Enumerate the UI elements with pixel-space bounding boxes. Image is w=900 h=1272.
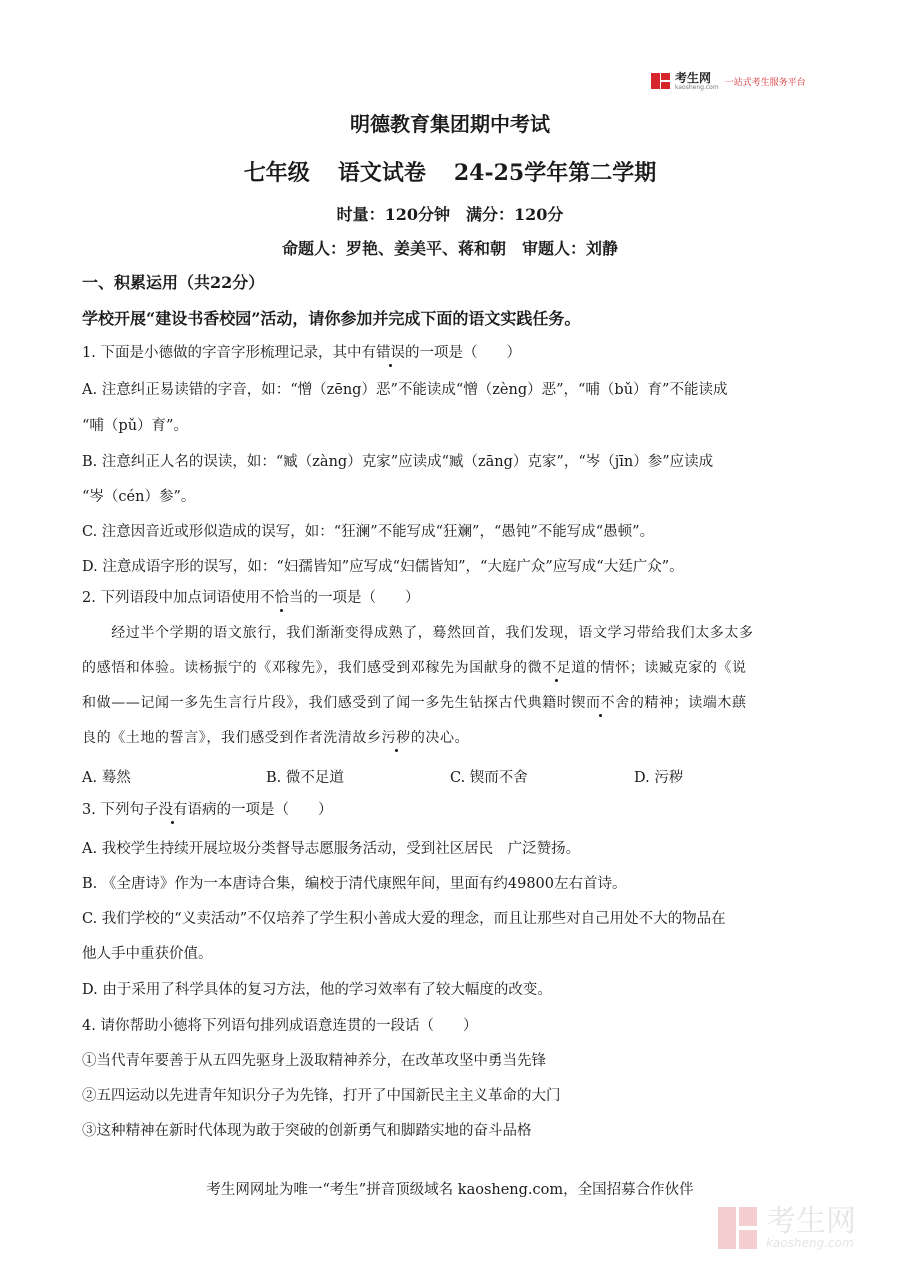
q2-option-d: D. 污秽 <box>634 770 684 786</box>
q2-passage-line4: 良的《土地的誓言》，我们感受到作者洗清故乡污秽的决心。 <box>82 730 470 746</box>
q2-emphasis: 不恰当 <box>259 590 304 606</box>
paper-title <box>0 156 900 187</box>
q1-option-a-line1: A. 注意纠正易读错的字音，如：“憎（zēng）恶”不能读成“憎（zèng）恶”，“哺（bǔ）育”不能读成 <box>82 382 728 398</box>
q1-option-d: D. 注意成语字形的误写，如：“妇孺皆知”应写成“妇儒皆知”，“大庭广众”应写成“大廷广众”。 <box>82 559 684 575</box>
q4-stem: 4. 请你帮助小德将下列语句排列成语意连贯的一段话（ ） <box>82 1018 478 1034</box>
q2-passage-line2: 的感悟和体验。读杨振宁的《邓稼先》，我们感受到邓稼先为国献身的微不足道的情怀；读臧克家的《说 <box>82 660 747 676</box>
section-intro: 学校开展“建设书香校园”活动，请你参加并完成下面的语文实践任务。 <box>82 309 581 328</box>
q2-dotted-b: 微不足道 <box>527 660 587 676</box>
q2-passage-line1: 经过半个学期的语文旅行，我们渐渐变得成熟了，蓦然回首，我们发现，语文学习带给我们太多太多 <box>82 625 754 641</box>
term: 24-25学年第二学期 <box>453 160 657 186</box>
reviewer: 审题人：刘静 <box>522 239 619 258</box>
watermark <box>718 1200 878 1256</box>
q4-sentence-3: ③这种精神在新时代体现为敢于突破的创新勇气和脚踏实地的奋斗品格 <box>82 1123 532 1139</box>
exam-score: 满分：120分 <box>466 205 564 224</box>
q4-sentence-1: ①当代青年要善于从五四先驱身上汲取精神养分，在改革攻坚中勇当先锋 <box>82 1053 546 1069</box>
q4-sentence-2: ②五四运动以先进青年知识分子为先锋，打开了中国新民主主义革命的大门 <box>82 1088 561 1104</box>
q2-stem: 2. 下列语段中加点词语使用不恰当的一项是（ ） <box>82 590 420 606</box>
q3-option-b: B. 《全唐诗》作为一本唐诗合集，编校于清代康熙年间，里面有约49800左右首诗。 <box>82 876 627 892</box>
q1-option-b-line1: B. 注意纠正人名的误读，如：“臧（zàng）克家”应读成“臧（zāng）克家”，“岑（jīn）参”应读成 <box>82 454 714 470</box>
q2-option-c: C. 锲而不舍 <box>450 770 528 786</box>
kaosheng-logo-icon <box>651 71 671 91</box>
q3-option-c-line2: 他人手中重获价值。 <box>82 946 213 962</box>
watermark-domain: kaosheng.com <box>766 1236 854 1250</box>
q3-option-a: A. 我校学生持续开展垃圾分类督导志愿服务活动，受到社区居民 广泛赞扬。 <box>82 841 581 857</box>
q2-dotted-c: 锲而不舍 <box>571 695 630 711</box>
logo-slogan: 一站式考生服务平台 <box>724 77 806 88</box>
q1-option-b-line2: “岑（cén）参”。 <box>82 489 196 505</box>
watermark-name: 考生网 <box>766 1204 856 1239</box>
q1-emphasis: 错误 <box>375 345 405 361</box>
section-heading: 一、积累运用（共22分） <box>82 273 265 292</box>
q3-emphasis: 没有 <box>158 802 188 818</box>
subject: 语文试卷 <box>337 160 426 186</box>
header-logo <box>651 70 806 92</box>
q2-option-b: B. 微不足道 <box>266 770 344 786</box>
kaosheng-watermark-icon <box>718 1205 760 1251</box>
logo-domain: kaosheng.com <box>675 83 719 91</box>
q1-option-c: C. 注意因音近或形似造成的误写，如：“狂澜”不能写成“狂斓”，“愚钝”不能写成“愚顿”。 <box>82 524 655 540</box>
exam-time: 时量：120分钟 <box>336 205 450 224</box>
q2-dotted-d: 污秽 <box>381 730 411 746</box>
q3-option-c-line1: C. 我们学校的“义卖活动”不仅培养了学生积小善成大爱的理念，而且让那些对自己用处不大的物品在 <box>82 911 726 927</box>
q3-option-d: D. 由于采用了科学具体的复习方法，他的学习效率有了较大幅度的改变。 <box>82 982 552 998</box>
exam-title: 明德教育集团期中考试 <box>350 112 550 136</box>
q1-option-a-line2: “哺（pǔ）育”。 <box>82 418 188 434</box>
q2-option-a: A. 蓦然 <box>82 770 131 786</box>
authors: 命题人：罗艳、姜美平、蒋和朝 <box>281 239 506 258</box>
q2-passage-line3: 和做——记闻一多先生言行片段》，我们感受到了闻一多先生钻探古代典籍时锲而不舍的精神；读端木蕻 <box>82 695 747 711</box>
exam-authors <box>0 236 900 259</box>
page-footer: 考生网网址为唯一“考生”拼音顶级域名 kaosheng.com，全国招募合作伙伴 <box>206 1182 694 1198</box>
exam-meta <box>0 202 900 225</box>
logo-name: 考生网 <box>675 70 712 85</box>
grade: 七年级 <box>243 160 310 186</box>
q3-stem: 3. 下列句子没有语病的一项是（ ） <box>82 802 333 818</box>
q1-stem: 1. 下面是小德做的字音字形梳理记录，其中有错误的一项是（ ） <box>82 345 521 361</box>
